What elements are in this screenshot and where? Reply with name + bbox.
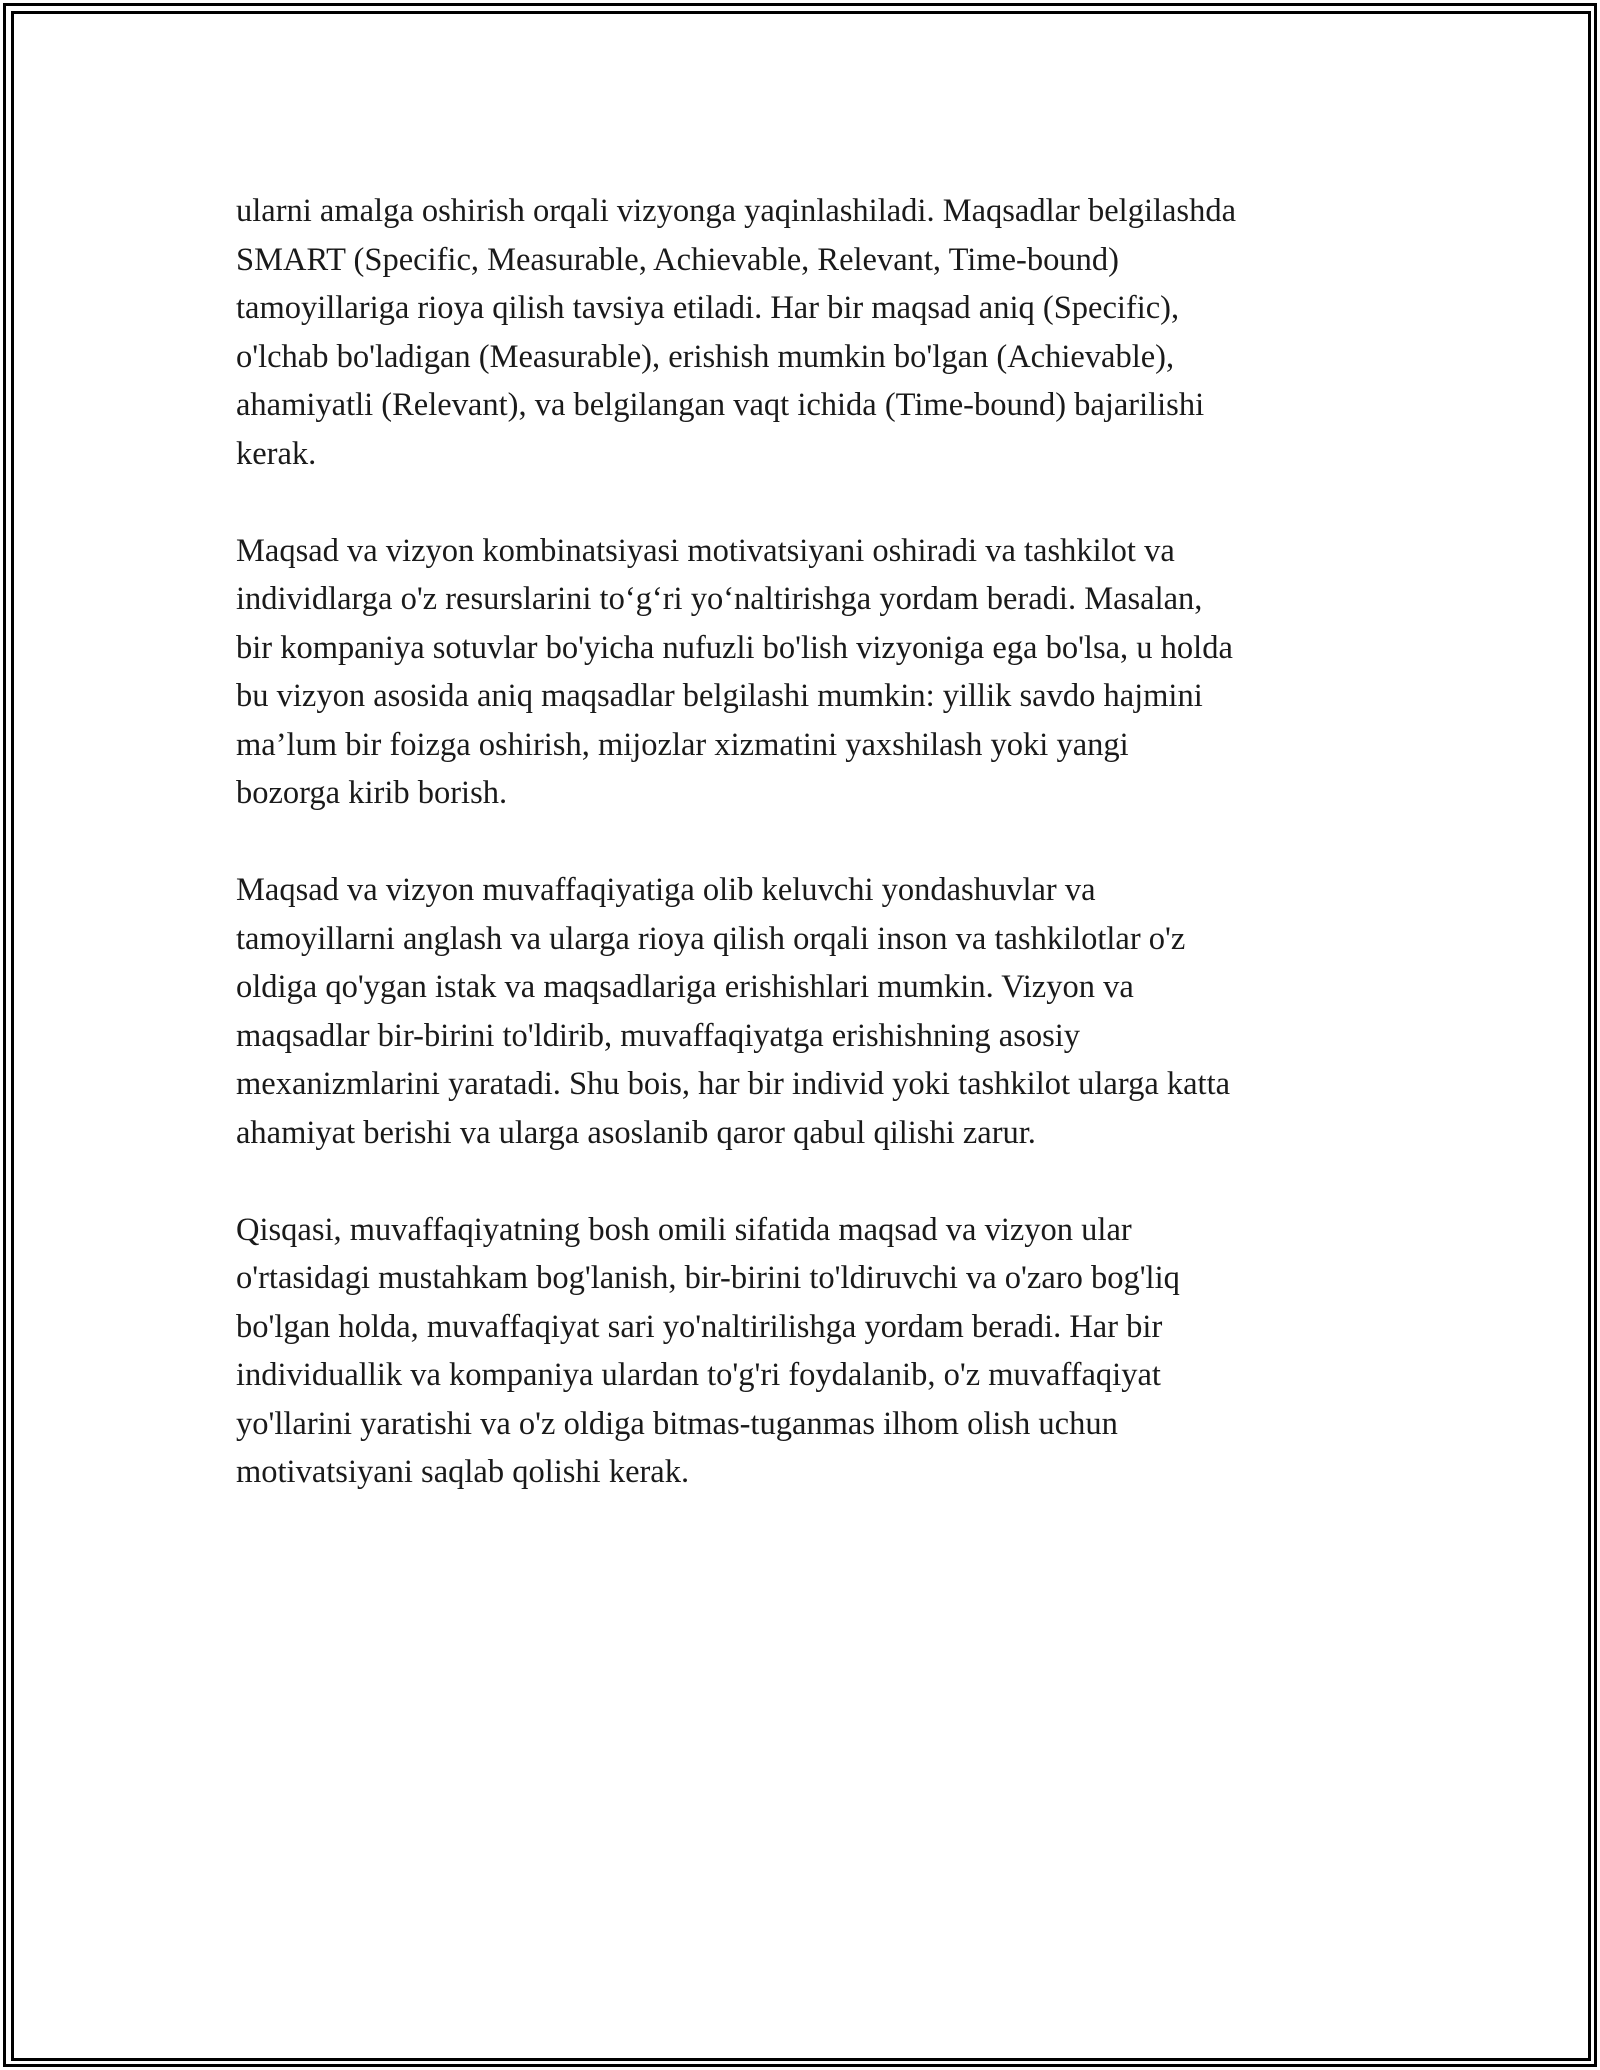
text-line: bir kompaniya sotuvlar bo'yicha nufuzli bo'lish vizyoniga ega bo'lsa, u holda [236,629,1233,666]
paragraph-conclusion [236,1206,1376,1497]
text-line: maqsadlar bir-birini to'ldirib, muvaffaqiyatga erishishning asosiy [236,1017,1081,1054]
text-line: yo'llarini yaratishi va o'z oldiga bitmas-tuganmas ilhom olish uchun [236,1405,1118,1442]
text-line: individlarga o'z resurslarini to‘g‘ri yo‘naltirishga yordam beradi. Masalan, [236,581,1203,617]
text-line: individuallik va kompaniya ulardan to'g'ri foydalanib, o'z muvaffaqiyat [236,1357,1161,1393]
text-line: SMART (Specific, Measurable, Achievable, Relevant, Time-bound) [236,241,1119,278]
text-line: Maqsad va vizyon kombinatsiyasi motivatsiyani oshiradi va tashkilot va [236,532,1175,569]
document-body [236,187,1376,1545]
text-line: bu vizyon asosida aniq maqsadlar belgilashi mumkin: yillik savdo hajmini [236,678,1203,714]
paragraph-motivation [236,527,1376,818]
paragraph-smart-goals [236,187,1376,478]
paragraph-approaches [236,866,1376,1157]
text-line: ahamiyat berishi va ularga asoslanib qaror qabul qilishi zarur. [236,1114,1036,1151]
text-line: kerak. [236,435,317,472]
text-line: Qisqasi, muvaffaqiyatning bosh omili sifatida maqsad va vizyon ular [236,1211,1132,1248]
text-line: o'rtasidagi mustahkam bog'lanish, bir-birini to'ldiruvchi va o'zaro bog'liq [236,1260,1180,1296]
text-line: mexanizmlarini yaratadi. Shu bois, har bir individ yoki tashkilot ularga katta [236,1066,1231,1102]
text-line: ularni amalga oshirish orqali vizyonga yaqinlashiladi. Maqsadlar belgilashda [236,193,1237,229]
text-line: ma’lum bir foizga oshirish, mijozlar xizmatini yaxshilash yoki yangi [236,726,1129,763]
text-line: motivatsiyani saqlab qolishi kerak. [236,1454,690,1490]
text-line: bo'lgan holda, muvaffaqiyat sari yo'naltirilishga yordam beradi. Har bir [236,1308,1163,1345]
text-line: tamoyillariga rioya qilish tavsiya etiladi. Har bir maqsad aniq (Specific), [236,290,1180,326]
text-line: o'lchab bo'ladigan (Measurable), erishish mumkin bo'lgan (Achievable), [236,338,1175,375]
text-line: ahamiyatli (Relevant), va belgilangan vaqt ichida (Time-bound) bajarilishi [236,387,1205,423]
text-line: Maqsad va vizyon muvaffaqiyatiga olib keluvchi yondashuvlar va [236,872,1096,908]
text-line: tamoyillarni anglash va ularga rioya qilish orqali inson va tashkilotlar o'z [236,920,1186,957]
text-line: oldiga qo'ygan istak va maqsadlariga erishishlari mumkin. Vizyon va [236,969,1134,1005]
text-line: bozorga kirib borish. [236,775,508,811]
